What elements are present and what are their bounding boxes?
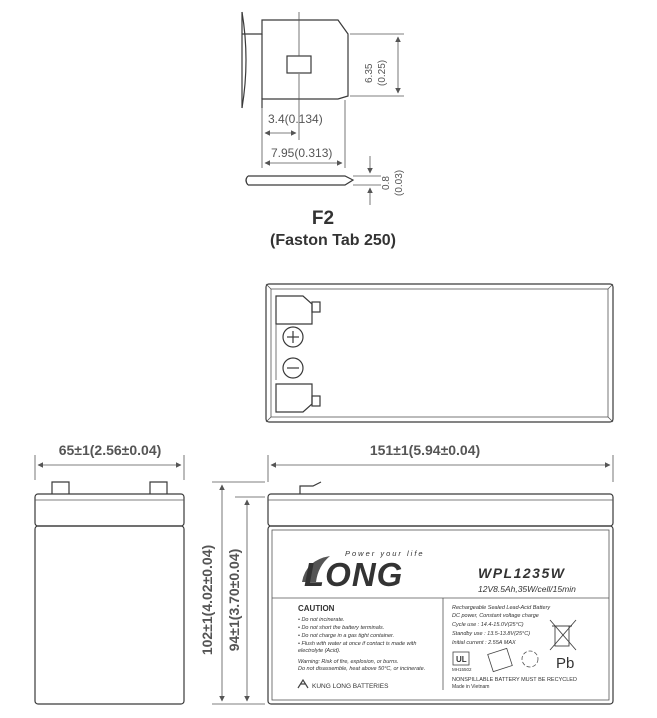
brand-logo-text: LONG <box>304 556 404 593</box>
manufacturer-logo-icon <box>298 680 308 688</box>
dim-tab-height-in: (0.25) <box>377 59 388 86</box>
dc-power: DC power, Constant voltage charge <box>452 613 539 619</box>
dim-tab-height-mm: 6.35 <box>364 63 375 83</box>
negative-symbol <box>283 358 303 378</box>
svg-text:UL: UL <box>456 655 467 664</box>
battery-type: Rechargeable Sealed Lead-Acid Battery <box>452 605 551 611</box>
caution-item: • Do not short the battery terminals. <box>298 625 385 631</box>
dim-thickness-mm: 0.8 <box>381 176 392 190</box>
top-view <box>266 284 613 422</box>
caution-item: • Do not charge in a gas tight container. <box>298 633 395 639</box>
dim-width: 65±1(2.56±0.04) <box>58 442 162 458</box>
pb-symbol: Pb <box>556 655 575 672</box>
terminal-detail <box>242 12 405 249</box>
crossed-bin-icon <box>550 620 576 650</box>
dim-length: 151±1(5.94±0.04) <box>369 442 481 458</box>
dimension-tab-height <box>350 34 404 96</box>
initial-current: Initial current : 2.55A MAX <box>452 640 516 646</box>
terminal-name: F2 <box>311 208 335 229</box>
standby-use: Standby use : 13.5-13.8V(25°C) <box>452 631 531 637</box>
dim-total-height: 102±1(4.02±0.04) <box>199 544 215 656</box>
brand-tagline: Power your life <box>345 549 425 558</box>
top-terminal-lower <box>276 384 320 412</box>
dim-hole-offset: 3.4(0.134) <box>268 112 323 126</box>
recycle-icon <box>522 651 538 667</box>
caution-item: electrolyte (Acid). <box>298 648 341 654</box>
manufacturer-name: KUNG LONG BATTERIES <box>312 683 389 690</box>
nonspillable-icon <box>488 648 513 671</box>
caution-item: • Do not incinerate. <box>298 617 345 623</box>
dim-container-height: 94±1(3.70±0.04) <box>226 548 242 652</box>
warning-line: Do not disassemble, heat above 50°C, or incinerate. <box>298 666 426 672</box>
dimension-tab-length <box>265 100 345 168</box>
dim-thickness-in: (0.03) <box>394 169 405 196</box>
cert-code: MH15502 <box>452 667 472 672</box>
dimension-width <box>35 442 184 480</box>
terminal-type: (Faston Tab 250) <box>270 232 396 249</box>
terminal-tab-outline <box>242 12 348 108</box>
dimension-length <box>268 442 613 482</box>
caution-title: CAUTION <box>298 604 335 613</box>
dimension-container-height <box>226 497 265 701</box>
battery-label <box>298 549 577 690</box>
side-view-narrow <box>35 482 184 704</box>
model-number: WPL1235W <box>478 565 566 581</box>
long-logo <box>302 556 403 593</box>
positive-symbol <box>283 327 303 347</box>
nonspillable-text: NONSPILLABLE BATTERY MUST BE RECYCLED <box>452 677 577 683</box>
spec-line: 12V8.5Ah,35W/cell/15min <box>478 584 576 594</box>
made-in: Made in Vietnam <box>452 684 490 690</box>
ul-cert-icon <box>453 652 469 665</box>
caution-item: • Flush with water at once if contact is made with <box>298 641 417 647</box>
warning-line: Warning: Risk of fire, explosion, or burns. <box>298 659 399 665</box>
cycle-use: Cycle use : 14.4-15.0V(25°C) <box>452 622 524 628</box>
dim-tab-length: 7.95(0.313) <box>271 146 333 160</box>
